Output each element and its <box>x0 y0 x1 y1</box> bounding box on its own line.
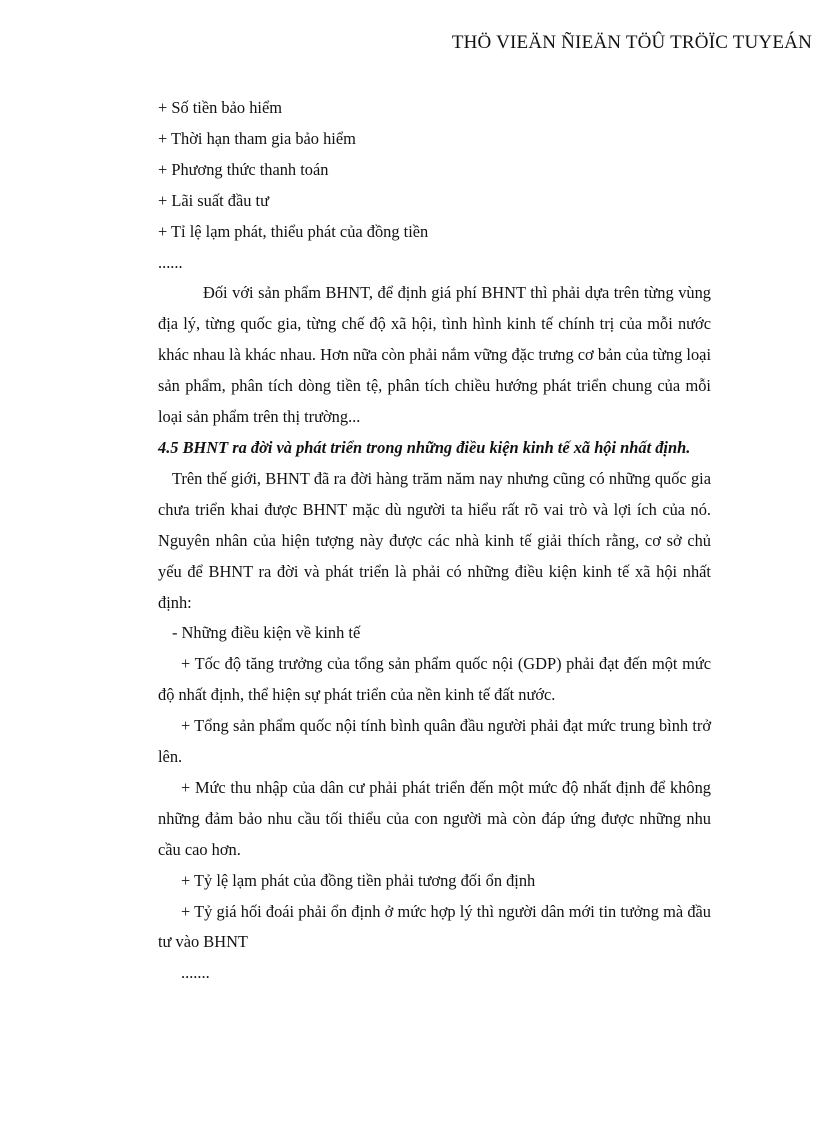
page-header: THÖ VIEÄN ÑIEÄN TÖÛ TRÖÏC TUYEÁN <box>451 32 812 53</box>
list-item: + Thời hạn tham gia bảo hiểm <box>158 128 356 148</box>
condition-item: + Tỷ lệ lạm phát của đồng tiền phải tương đối ổn định <box>181 870 536 890</box>
condition-item: + Tỷ giá hối đoái phải ổn định ở mức hợp lý thì người dân mới tin tưởng mà đầu tư vào BHNT <box>158 901 711 952</box>
ellipsis: ....... <box>181 963 210 983</box>
list-item: + Số tiền bảo hiểm <box>158 98 282 117</box>
list-item: + Tỉ lệ lạm phát, thiểu phát của đồng tiền <box>158 221 429 241</box>
dash-item: - Những điều kiện về kinh tế <box>172 623 361 643</box>
ellipsis: ...... <box>158 252 183 272</box>
condition-item: + Tổng sản phẩm quốc nội tính bình quân đầu người phải đạt mức trung bình trở lên. <box>158 716 711 767</box>
condition-item: + Tốc độ tăng trưởng của tổng sản phẩm quốc nội (GDP) phải đạt đến một mức độ nhất định, thể hiện sự phát triển của nền kinh tế đất nước. <box>158 654 711 705</box>
condition-item: + Mức thu nhập của dân cư phải phát triển đến một mức độ nhất định để không những đảm bảo nhu cầu tối thiểu của con người mà còn đáp ứng được những nhu cầu cao hơn. <box>158 777 711 859</box>
section-heading: 4.5 BHNT ra đời và phát triển trong những điều kiện kinh tế xã hội nhất định. <box>158 437 691 457</box>
list-item: + Phương thức thanh toán <box>158 159 329 179</box>
document-body <box>158 93 711 989</box>
paragraph-pricing: Đối với sản phẩm BHNT, để định giá phí BHNT thì phải dựa trên từng vùng địa lý, từng quốc gia, từng chế độ xã hội, tình hình kinh tế chính trị của mỗi nước khác nhau là khác nhau. Hơn nữa còn phải nắm vững đặc trưng cơ bản của từng loại sản phẩm, phân tích dòng tiền tệ, phân tích chiều hướng phát triển chung của mỗi loại sản phẩm trên thị trường... <box>158 283 711 427</box>
list-item: + Lãi suất đầu tư <box>158 190 269 210</box>
paragraph-conditions-intro: Trên thế giới, BHNT đã ra đời hàng trăm năm nay nhưng cũng có những quốc gia chưa triển khai được BHNT mặc dù người ta hiểu rất rõ vai trò và lợi ích của nó. Nguyên nhân của hiện tượng này được các nhà kinh tế giải thích rằng, cơ sở chủ yếu để BHNT ra đời và phát triển là phải có những điều kiện kinh tế xã hội nhất định: <box>158 468 711 612</box>
